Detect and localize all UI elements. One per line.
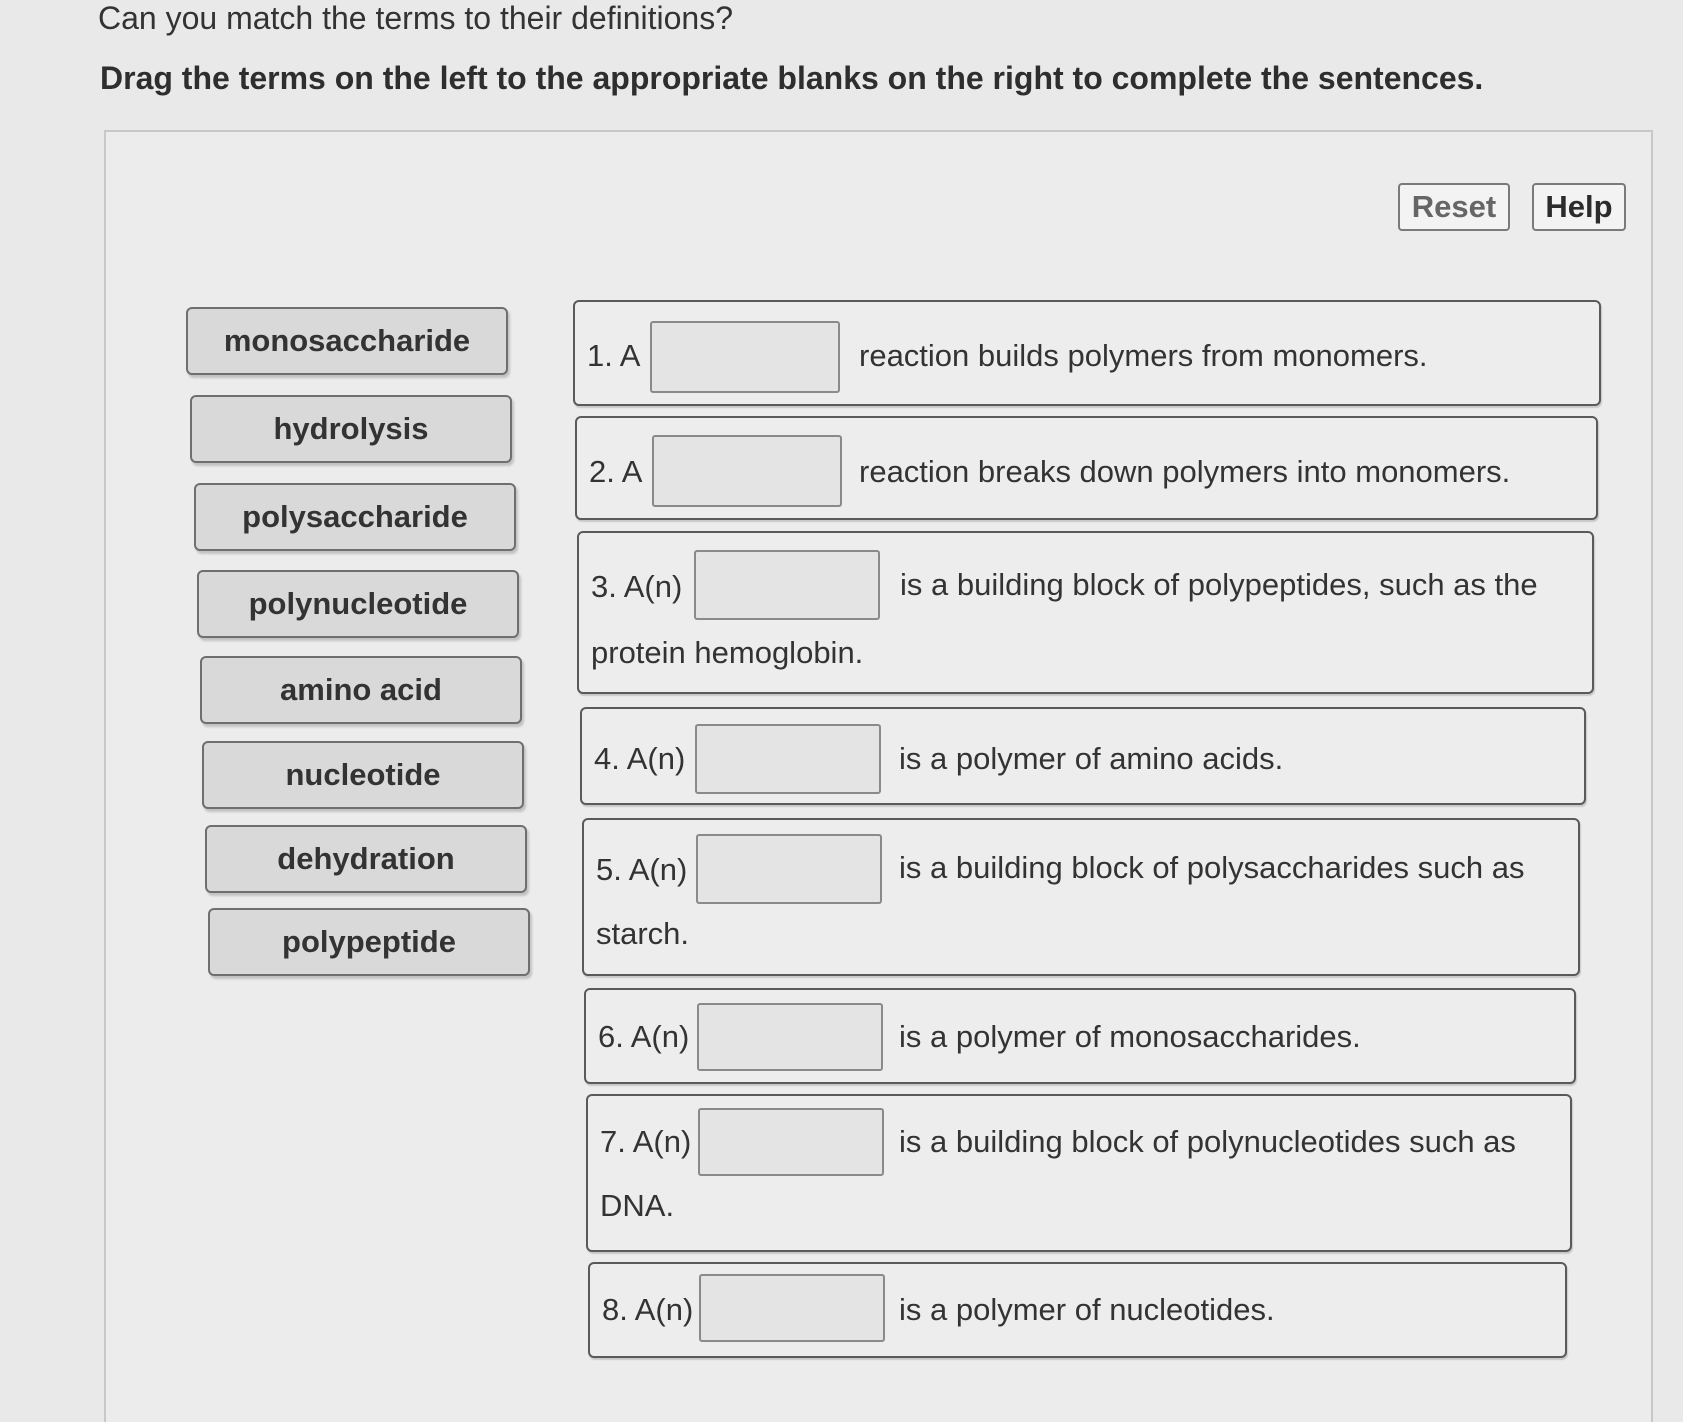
drop-target-4[interactable] (695, 724, 881, 794)
sentence-suffix: is a polymer of amino acids. (899, 741, 1284, 776)
sentence-continuation: starch. (596, 916, 690, 951)
sentence-2 (575, 416, 1598, 520)
drop-target-1[interactable] (650, 321, 840, 393)
term-polynucleotide[interactable]: polynucleotide (197, 570, 519, 638)
sentence-4 (580, 707, 1586, 805)
sentence-prefix: 6. A(n) (598, 1019, 690, 1054)
sentence-6 (584, 988, 1576, 1084)
question-text: Can you match the terms to their definitions? (98, 0, 733, 36)
term-polysaccharide[interactable]: polysaccharide (194, 483, 516, 551)
sentence-suffix: is a polymer of monosaccharides. (899, 1019, 1361, 1054)
sentence-suffix: is a building block of polypeptides, such as the (900, 567, 1538, 602)
sentence-suffix: is a building block of polysaccharides such as (899, 850, 1525, 885)
sentence-8 (588, 1262, 1567, 1358)
reset-button[interactable]: Reset (1398, 183, 1510, 231)
drop-target-8[interactable] (699, 1274, 885, 1342)
term-dehydration[interactable]: dehydration (205, 825, 527, 893)
term-nucleotide[interactable]: nucleotide (202, 741, 524, 809)
sentence-3 (577, 531, 1594, 694)
sentence-7 (586, 1094, 1572, 1252)
sentence-suffix: reaction builds polymers from monomers. (859, 338, 1428, 373)
sentence-prefix: 8. A(n) (602, 1292, 694, 1327)
instruction-text: Drag the terms on the left to the appropriate blanks on the right to complete the sentences. (100, 60, 1484, 96)
sentence-continuation: protein hemoglobin. (591, 635, 864, 670)
sentence-suffix: is a polymer of nucleotides. (899, 1292, 1275, 1327)
sentence-prefix: 7. A(n) (600, 1124, 692, 1159)
sentence-continuation: DNA. (600, 1188, 675, 1223)
term-amino-acid[interactable]: amino acid (200, 656, 522, 724)
sentence-prefix: 1. A (587, 338, 641, 373)
sentence-prefix: 2. A (589, 454, 643, 489)
drop-target-6[interactable] (697, 1003, 883, 1071)
sentence-suffix: reaction breaks down polymers into monomers. (859, 454, 1511, 489)
sentence-5 (582, 818, 1580, 976)
term-polypeptide[interactable]: polypeptide (208, 908, 530, 976)
drop-target-2[interactable] (652, 435, 842, 507)
drop-target-5[interactable] (696, 834, 882, 904)
sentence-prefix: 4. A(n) (594, 741, 686, 776)
help-button[interactable]: Help (1532, 183, 1626, 231)
term-hydrolysis[interactable]: hydrolysis (190, 395, 512, 463)
term-monosaccharide[interactable]: monosaccharide (186, 307, 508, 375)
sentence-suffix: is a building block of polynucleotides such as (899, 1124, 1516, 1159)
sentence-prefix: 3. A(n) (591, 569, 683, 604)
sentence-1 (573, 300, 1601, 406)
drop-target-7[interactable] (698, 1108, 884, 1176)
sentence-prefix: 5. A(n) (596, 852, 688, 887)
drop-target-3[interactable] (694, 550, 880, 620)
